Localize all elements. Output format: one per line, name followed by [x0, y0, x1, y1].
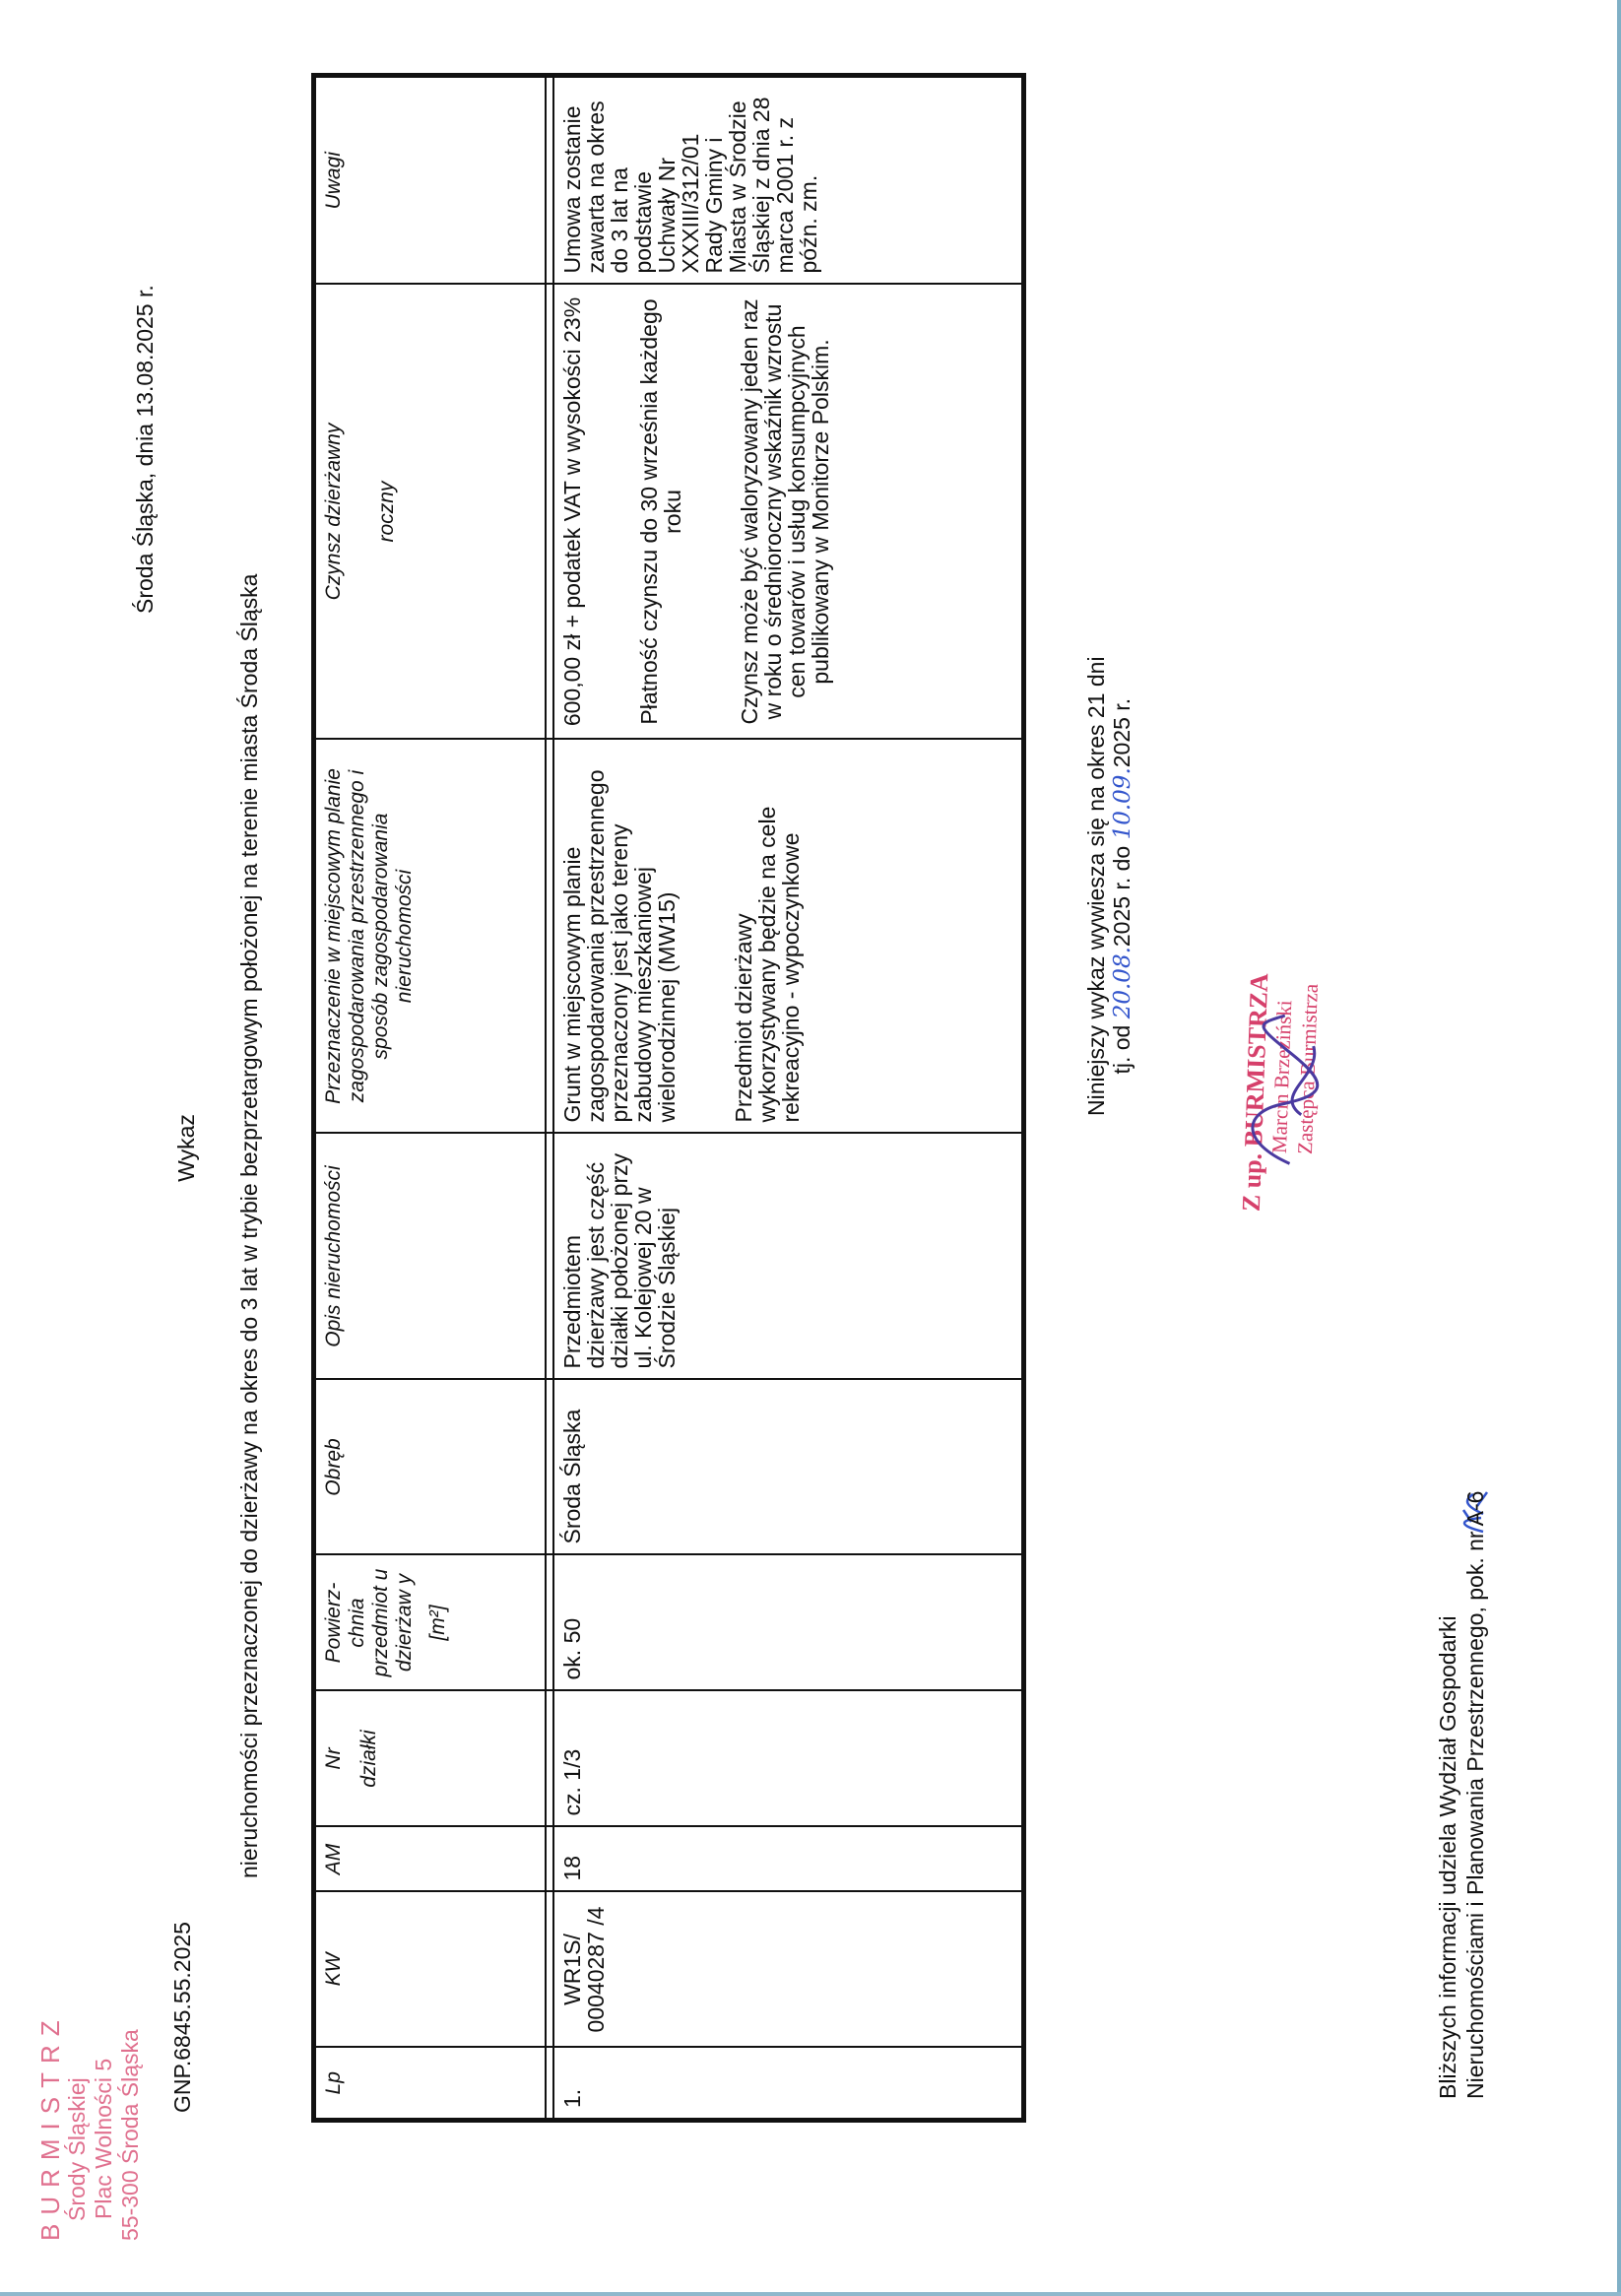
posting-notice [1083, 656, 1135, 1116]
footer-info [1434, 1491, 1489, 2099]
cell-uwagi: Umowa zostanie zawarta na okres do 3 lat na podstawie Uchwały Nr XXXIII/312/01 Rady Gminy i Miasta w Środzie Śląskiej z dnia 28 marca 2001 r. z późn. zm. [553, 76, 1024, 285]
page-subtitle: nieruchomości przeznaczonej do dzierżawy na okres do 3 lat w trybie bezprzetargowym położonej na terenie miasta Środa Śląska [236, 573, 262, 1878]
page-title: Wykaz [173, 1114, 199, 1182]
cell-obreb: Środa Śląska [553, 1380, 1024, 1555]
cell-lp: 1. [553, 2048, 1024, 2121]
handwritten-date-to: 10.09. [1110, 767, 1135, 840]
handwritten-date-from: 20.08. [1110, 947, 1135, 1019]
reference-number: GNP.6845.55.2025 [169, 1922, 195, 2113]
property-table [311, 73, 1026, 2123]
czynsz-waloryzacja: Czynsz może być waloryzowany jeden raz w roku o średnioroczny wskaźnik wzrostu cen towarów i usług konsumpcyjnych publikowany w Monitorze Polskim. [737, 298, 833, 725]
header-am: AM [314, 1827, 547, 1892]
cell-kw: WR1S/ 00040287 /4 [553, 1892, 1024, 2048]
czynsz-termin: Płatność czynszu do 30 września każdego roku [636, 298, 685, 725]
header-opis: Opis nieruchomości [314, 1134, 547, 1380]
czynsz-kwota: 600,00 zł + podatek VAT w wysokości 23% [559, 296, 585, 727]
header-czynsz: Czynsz dzierżawny roczny [314, 285, 547, 740]
signature-line: Z up. BURMISTRZA [1236, 972, 1274, 1213]
table-spacer-row [546, 76, 553, 2121]
table-row [553, 76, 1024, 2121]
header-obreb: Obręb [314, 1380, 547, 1555]
stamp-line: 55-300 Środa Śląska [117, 2029, 143, 2241]
header-nr: Nr działki [314, 1691, 547, 1827]
stamp-line: Plac Wolności 5 [91, 2058, 116, 2219]
cell-czynsz [553, 285, 1024, 740]
place-date: Środa Śląska, dnia 13.08.2025 r. [132, 285, 158, 614]
footer-line: Bliższych informacji udziela Wydział Gospodarki [1435, 1615, 1460, 2099]
office-stamp [37, 2011, 144, 2241]
przeznaczenie-sposob: Przedmiot dzierżawy wykorzystywany będzie na cele rekreacyjno - wypoczynkowe [731, 806, 804, 1123]
header-powierzchnia: Powierz-chnia przedmiot u dzierżaw y [m²] [314, 1555, 547, 1691]
table-header-row [314, 76, 547, 2121]
header-przeznaczenie: Przeznaczenie w miejscowym planie zagospodarowania przestrzennego i sposób zagospodarowania nieruchomości [314, 740, 547, 1134]
cell-powierzchnia: ok. 50 [553, 1555, 1024, 1691]
header-kw: KW [314, 1892, 547, 2048]
signature-name: Marcin Brzeziński [1266, 999, 1297, 1154]
cell-przeznaczenie [553, 740, 1024, 1134]
stamp-line: Środy Śląskiej [64, 2077, 90, 2221]
header-uwagi: Uwagi [314, 76, 547, 285]
notice-line: Niniejszy wykaz wywiesza się na okres 21 dni [1083, 656, 1109, 1116]
cell-opis: Przedmiotem dzierżawy jest część działki położonej przy ul. Kolejowej 20 w Środzie Śląskiej [553, 1134, 1024, 1380]
header-lp: Lp [314, 2048, 547, 2121]
signature-stamp [1236, 972, 1324, 1214]
signature-scribble-icon [1230, 1004, 1344, 1175]
signature-role: Zastępca Burmistrza [1292, 983, 1323, 1155]
stamp-title: BURMISTRZ [35, 2011, 65, 2241]
footer-line: Nieruchomościami i Planowania Przestrzennego, pok. nr A-6 [1462, 1490, 1488, 2099]
notice-dates: tj. od 20.08.2025 r. do 10.09.2025 r. [1109, 697, 1135, 1075]
cell-am: 18 [553, 1827, 1024, 1892]
cell-nr: cz. 1/3 [553, 1691, 1024, 1827]
przeznaczenie-plan: Grunt w miejscowym planie zagospodarowania przestrzennego przeznaczony jest jako tereny zabudowy mieszkaniowej wielorodzinnej (MW15) [559, 769, 680, 1123]
